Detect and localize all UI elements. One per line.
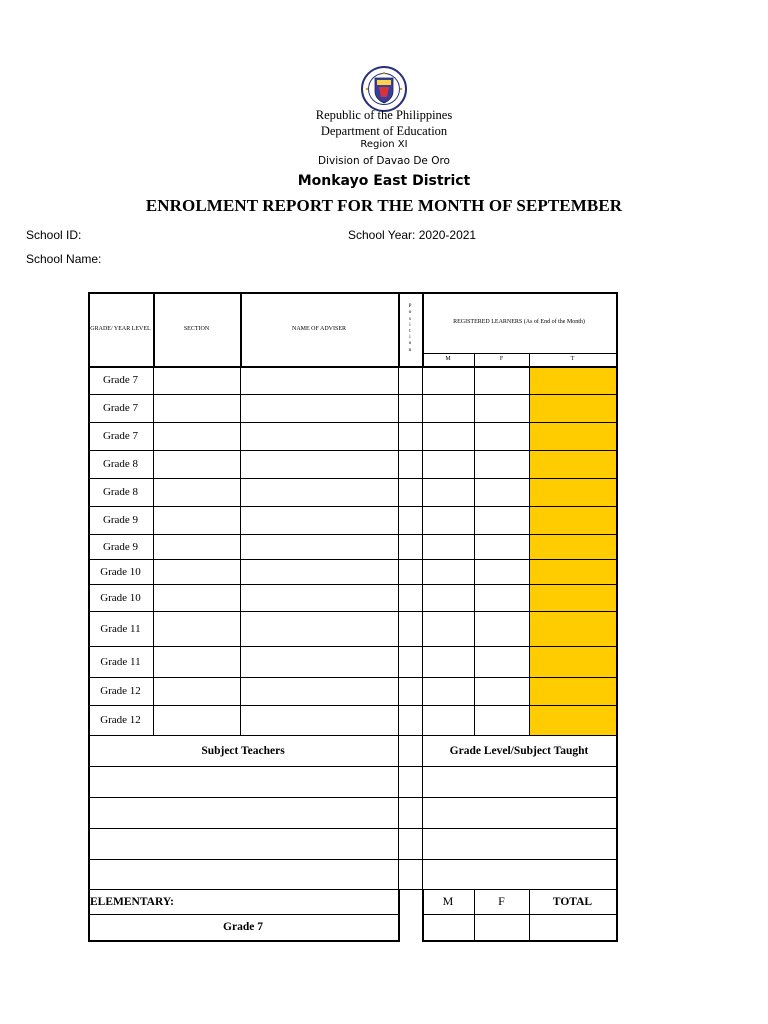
grade-row-label: Grade 9: [102, 540, 139, 553]
header-t: T: [570, 356, 575, 363]
grade-row-label: Grade 11: [100, 622, 141, 635]
grade-row-label: Grade 10: [100, 565, 141, 578]
summary-grade-label: Grade 7: [223, 921, 263, 933]
table-gridline: [88, 940, 399, 942]
table-gridline: [88, 506, 617, 507]
table-gridline: [398, 366, 399, 735]
district-heading: Monkayo East District: [297, 173, 471, 189]
table-gridline: [88, 646, 617, 647]
summary-total-label: TOTAL: [552, 895, 593, 908]
table-gridline: [88, 394, 617, 395]
header-m: M: [445, 356, 451, 363]
header-f: F: [499, 356, 504, 363]
grade-row-label: Grade 8: [102, 486, 139, 498]
table-gridline: [88, 584, 617, 585]
subject-teachers-label: Subject Teachers: [201, 744, 285, 757]
table-gridline: [88, 797, 617, 798]
department-heading: Department of Education: [320, 124, 448, 138]
table-gridline: [88, 366, 617, 368]
school-id-label: School ID:: [26, 228, 82, 242]
table-gridline: [88, 705, 617, 706]
table-gridline: [88, 766, 617, 767]
summary-f-label: F: [498, 894, 505, 908]
grade-row-label: Grade 7: [102, 430, 139, 442]
table-gridline: [422, 366, 423, 735]
table-gridline: [88, 611, 617, 612]
table-gridline: [153, 366, 154, 735]
republic-heading: Republic of the Philippines: [315, 108, 453, 122]
table-gridline: [88, 450, 617, 451]
grade-row-label: Grade 12: [100, 685, 141, 697]
deped-seal-icon: [353, 65, 415, 113]
table-gridline: [88, 422, 617, 423]
table-gridline: [616, 735, 618, 889]
region-heading: Region XI: [360, 139, 408, 150]
table-gridline: [474, 366, 475, 735]
grade-row-label: Grade 10: [100, 591, 141, 604]
table-gridline: [616, 292, 618, 366]
table-gridline: [240, 366, 241, 735]
summary-m-label: M: [442, 894, 454, 908]
school-year-label: School Year: 2020-2021: [348, 228, 477, 242]
grade-row-label: Grade 9: [102, 514, 139, 526]
table-gridline: [422, 914, 617, 915]
grade-row-label: Grade 7: [102, 374, 139, 386]
header-section: SECTION: [183, 325, 210, 332]
table-gridline: [88, 677, 617, 678]
table-gridline: [529, 366, 530, 735]
grade-row-label: Grade 7: [102, 402, 139, 414]
table-gridline: [88, 478, 617, 479]
report-title: ENROLMENT REPORT FOR THE MONTH OF SEPTEMBER: [145, 196, 623, 215]
grade-level-taught-label: Grade Level/Subject Taught: [449, 744, 589, 757]
header-registered-learners: REGISTERED LEARNERS (As of End of the Month): [453, 319, 585, 326]
table-gridline: [88, 559, 617, 560]
elementary-label: ELEMENTARY:: [90, 895, 174, 908]
header-adviser: NAME OF ADVISER: [291, 325, 346, 332]
grade-row-label: Grade 12: [100, 714, 141, 726]
table-gridline: [616, 366, 618, 735]
school-name-label: School Name:: [26, 252, 102, 266]
header-grade-level: GRADE/ YEAR LEVEL: [90, 325, 151, 332]
table-gridline: [88, 534, 617, 535]
table-gridline: [616, 889, 618, 942]
table-gridline: [398, 735, 399, 889]
table-gridline: [88, 859, 617, 860]
table-gridline: [88, 828, 617, 829]
grade-row-label: Grade 8: [102, 458, 139, 470]
header-position: P o s i t i o n: [408, 304, 412, 353]
division-heading: Division of Davao De Oro: [318, 155, 450, 167]
table-gridline: [422, 940, 617, 942]
table-gridline: [88, 366, 90, 735]
grade-row-label: Grade 11: [100, 655, 141, 668]
